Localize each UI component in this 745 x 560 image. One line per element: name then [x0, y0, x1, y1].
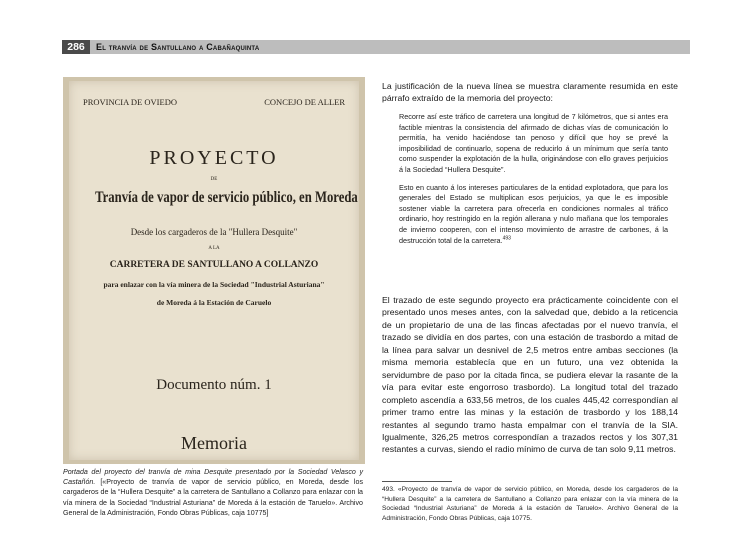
caption-italic: Portada del proyecto del tranvía de mina Desquite presentado por la Sociedad Velasco y Castañón. [63, 468, 363, 487]
doc-document-number: Documento núm. 1 [156, 377, 272, 393]
doc-para: para enlazar con la vía minera de la Sociedad "Industrial Asturiana" [103, 280, 325, 289]
caption-rest: [«Proyecto de tranvía de vapor de servicio público, en Moreda, desde los cargaderos de la “Hullera Desquite” a la carretera de Santullano a Collanzo para enlazar con la vía minera de la Sociedad “Industrial Asturiana” de Moreda á la estación de Taruelo». Archivo General de la Administración, Fondo Obras Públicas, caja 10775] [63, 478, 363, 517]
intro-paragraph: La justificación de la nueva línea se muestra claramente resumida en este párrafo extraído de la memoria del proyecto: [382, 81, 678, 104]
document-paper [69, 81, 359, 460]
doc-de: DE [210, 177, 218, 182]
doc-subtitle: Desde los cargaderos de la "Hullera Desquite" [130, 227, 298, 237]
body-paragraph: El trazado de este segundo proyecto era prácticamente coincidente con el presentado unos meses antes, con la salvedad que, debido a la reticencia de un propietario de una de las fincas afectadas por el nuevo tranvía, el trazado se dividía en dos partes, con una estación de trasbordo a mitad de la línea para salvar un desnivel de 2,5 metros entre ambas secciones (la misma memoria establecía que en un futuro, una vez obtenida la servidumbre de paso por la citada finca, se pudiera elevar la rasante de la vía para evitar este engorroso trasbordo). La longitud total del trazado completo ascendía a 633,56 metros, de los cuales 445,42 correspondían al primer tramo entre las minas y la estación de trasbordo y los 188,14 restantes al segundo tramo hasta empalmar con el tranvía de la SIA. Igualmente, 326,25 metros correspondían a trazados rectos y los 307,31 restantes a curvas, siendo el radio mínimo de curva de tan solo 9,11 metros. [382, 295, 678, 455]
running-title: El tranvía de Santullano a Cabañaquinta [96, 42, 260, 52]
figure-caption [63, 467, 363, 518]
doc-concejo: CONCEJO DE ALLER [264, 97, 345, 107]
footnote-reference: 493 [502, 235, 511, 242]
doc-a-la: A LA [208, 246, 220, 251]
footnote: 493. «Proyecto de tranvía de vapor de servicio público, en Moreda, desde los cargaderos de la “Hullera Desquite” a la carretera de Santullano a Collanzo para enlazar con la vía minera de la Sociedad “Industrial Asturiana” de Moreda á la estación de Taruelo». Archivo General de la Administración, Fondo Obras Públicas, caja 10775. [382, 486, 678, 522]
block-quote [399, 112, 668, 253]
quote-paragraph-2 [399, 183, 668, 247]
doc-carretera: CARRETERA DE SANTULLANO A COLLANZO [109, 260, 319, 270]
document-photo [63, 77, 365, 464]
footnote-rule [382, 481, 452, 482]
quote-paragraph-1: Recorre así este tráfico de carretera una longitud de 7 kilómetros, que si antes era factible mientras la consistencia del afirmado de dichas vías de comunicación lo permitía, ha venido haciéndose tan penoso y difícil que hoy se prevé la imposibilidad de continuarlo, sopena de reducirlo á un mínimum que sería tanto como suspender la explotación de la hulla, originándose con ello graves perjuicios á la Sociedad “Hullera Desquite”. [399, 112, 668, 174]
doc-provincia: PROVINCIA DE OVIEDO [83, 97, 177, 107]
doc-title: PROYECTO [149, 147, 279, 169]
doc-memoria: Memoria [181, 433, 247, 453]
quote-paragraph-2-text: Esto en cuanto á los intereses particulares de la entidad explotadora, que para los generales del Estado se multiplican esos perjuicios, ya que le es imposible sostener viable la carretera para ofrecerla en condiciones normales al tráfico ordinario, hoy restringido en la región allerana y nulo mañana que los temporales de invierno cooperen, con el intenso movimiento de arrastre de carbones, á la destrucción total de la carretera. [399, 182, 668, 245]
page-number: 286 [62, 40, 90, 54]
doc-moreda: de Moreda á la Estación de Caruelo [156, 298, 272, 307]
doc-main-title: Tranvía de vapor de servicio público, en Moreda [95, 189, 358, 206]
